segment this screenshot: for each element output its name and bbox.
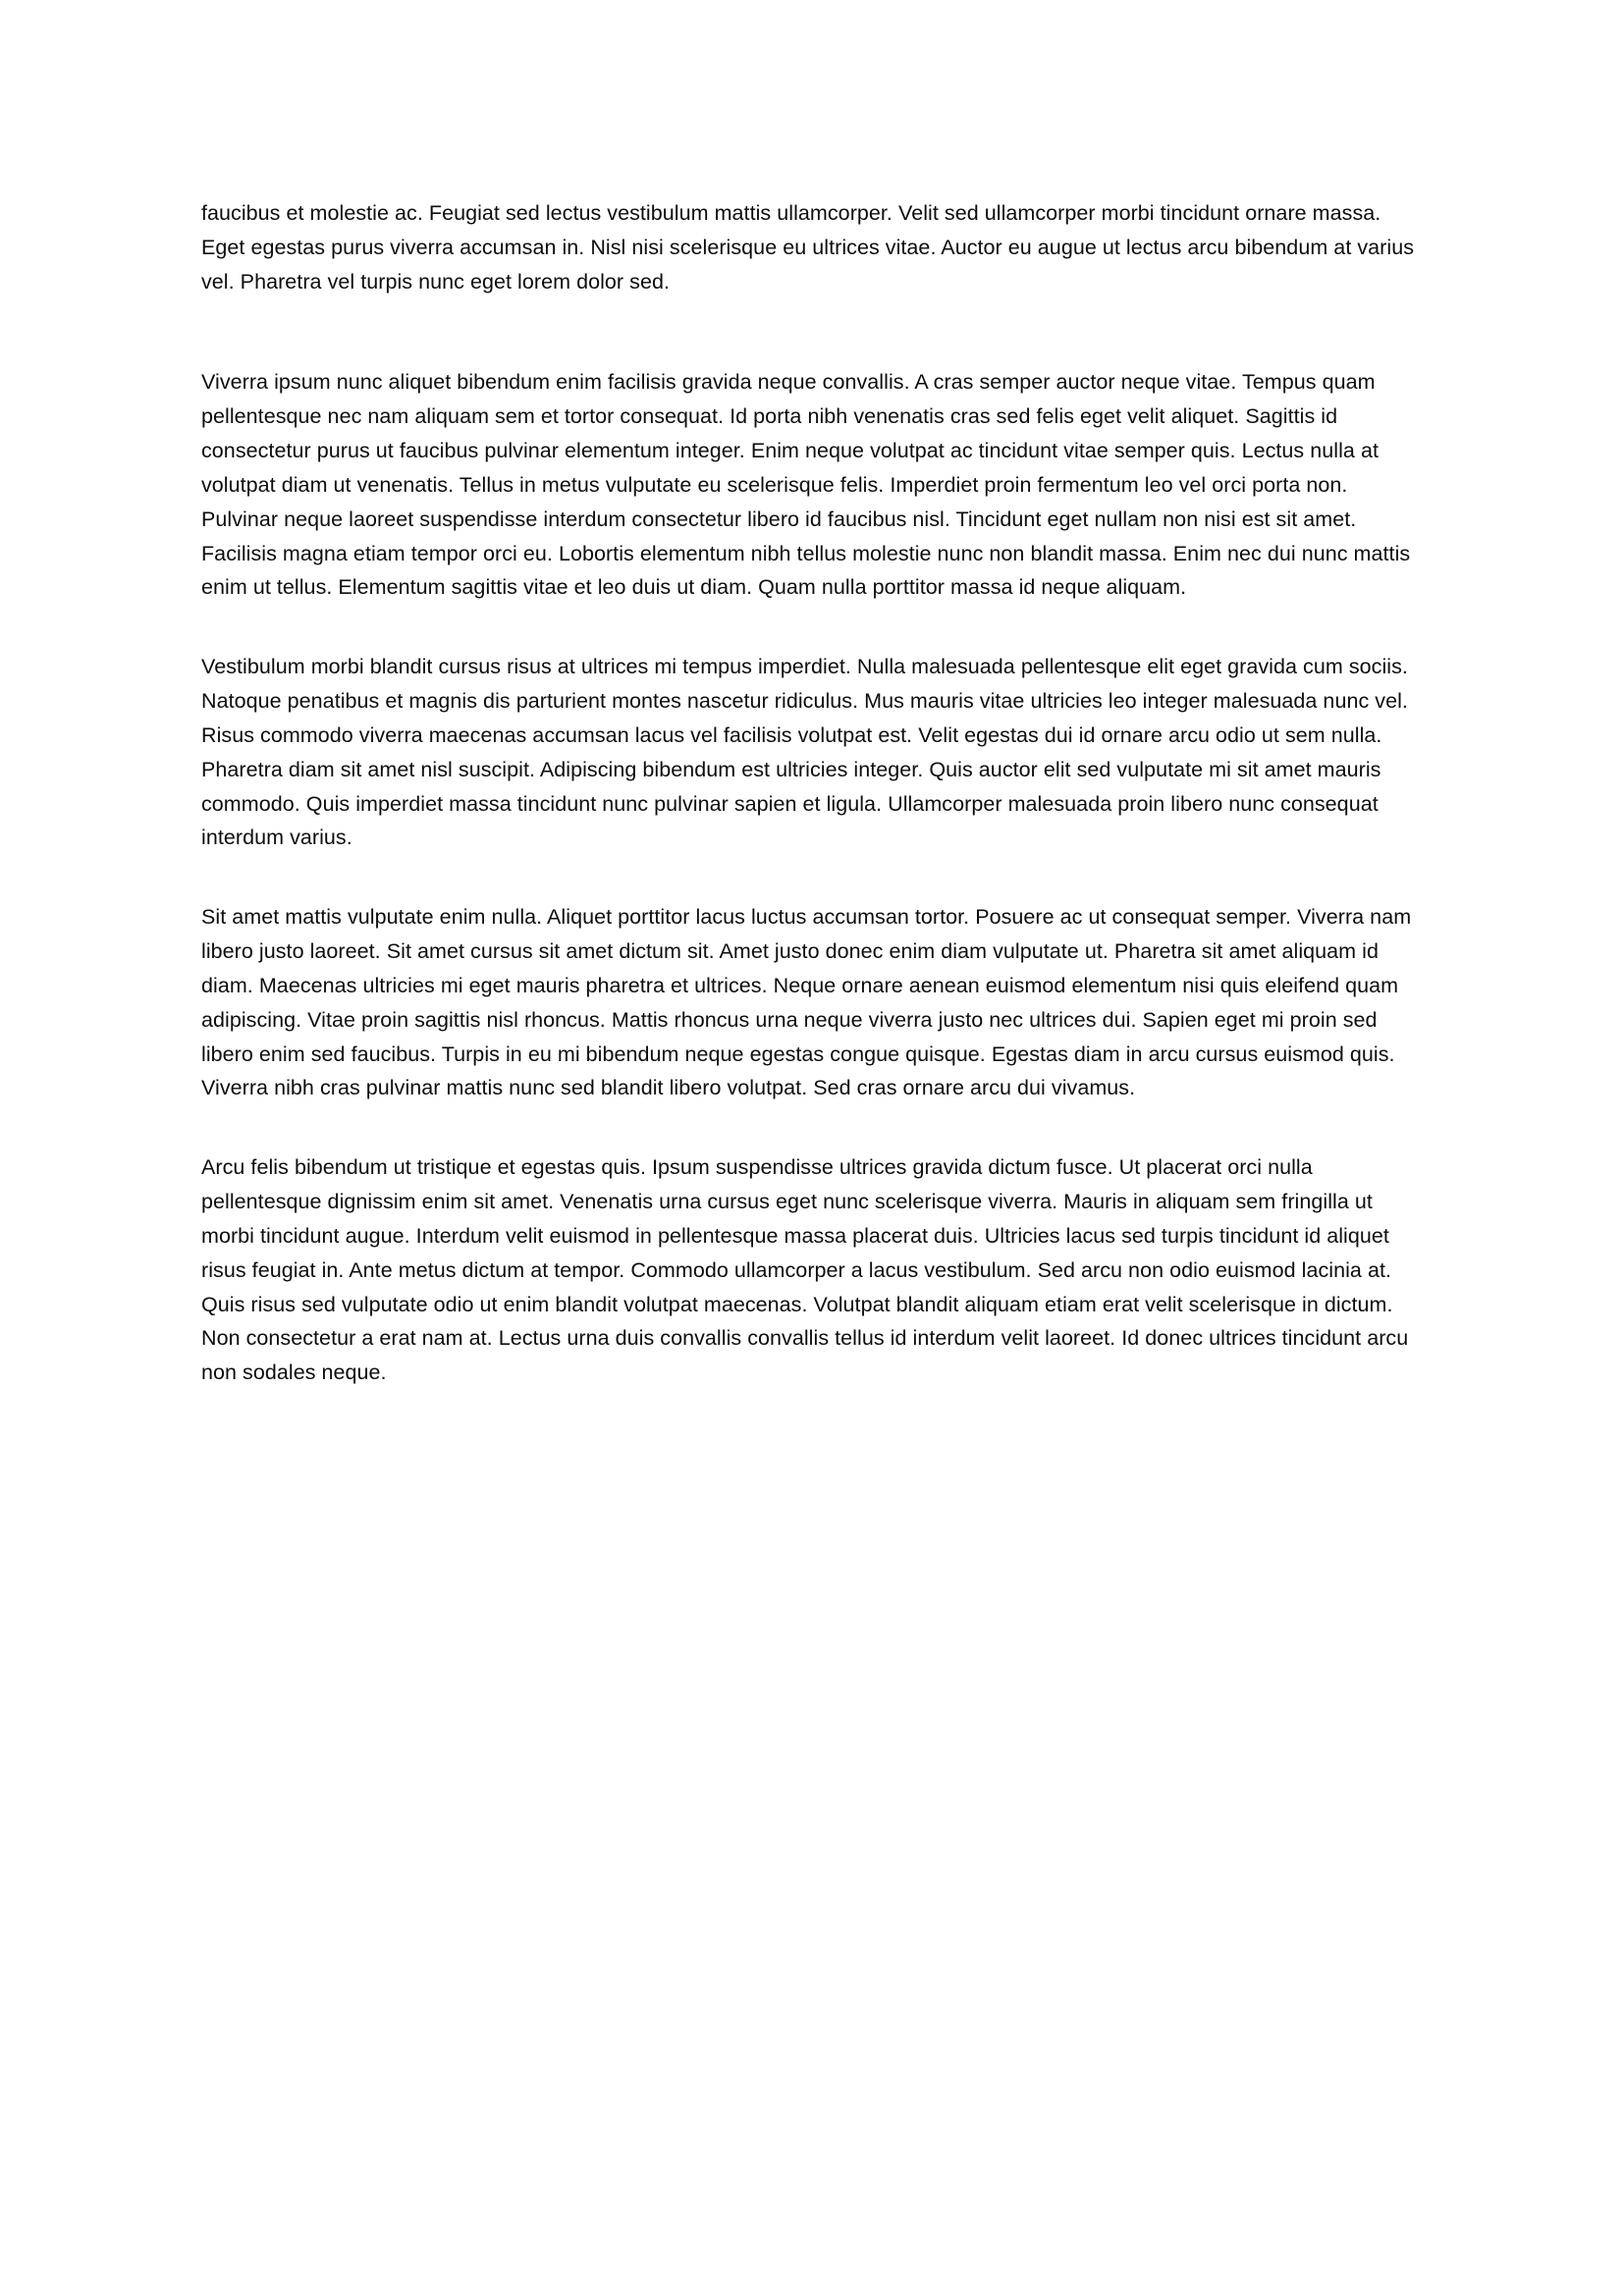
- paragraph: Vestibulum morbi blandit cursus risus at ultrices mi tempus imperdiet. Nulla malesuada pellentesque elit eget gravida cum sociis. Natoque penatibus et magnis dis parturient montes nascetur ridiculus. Mus mauris vitae ultricies leo integer malesuada nunc vel. Risus commodo viverra maecenas accumsan lacus vel facilisis volutpat est. Velit egestas dui id ornare arcu odio ut sem nulla. Pharetra diam sit amet nisl suscipit. Adipiscing bibendum est ultricies integer. Quis auctor elit sed vulputate mi sit amet mauris commodo. Quis imperdiet massa tincidunt nunc pulvinar sapien et ligula. Ullamcorper malesuada proin libero nunc consequat interdum varius.: [201, 655, 1408, 850]
- paragraph: Viverra ipsum nunc aliquet bibendum enim facilisis gravida neque convallis. A cras semper auctor neque vitae. Tempus quam pellentesque nec nam aliquam sem et tortor consequat. Id porta nibh venenatis cras sed felis eget velit aliquet. Sagittis id consectetur purus ut faucibus pulvinar elementum integer. Enim neque volutpat ac tincidunt vitae semper quis. Lectus nulla at volutpat diam ut venenatis. Tellus in metus vulputate eu scelerisque felis. Imperdiet proin fermentum leo vel orci porta non. Pulvinar neque laoreet suspendisse interdum consectetur libero id faucibus nisl. Tincidunt eget nullam non nisi est sit amet. Facilisis magna etiam tempor orci eu. Lobortis elementum nibh tellus molestie nunc non blandit massa. Enim nec dui nunc mattis enim ut tellus. Elementum sagittis vitae et leo duis ut diam. Quam nulla porttitor massa id neque aliquam.: [201, 370, 1411, 600]
- paragraph: faucibus et molestie ac. Feugiat sed lectus vestibulum mattis ullamcorper. Velit sed ullamcorper morbi tincidunt ornare massa. Eget egestas purus viverra accumsan in. Nisl nisi scelerisque eu ultrices vitae. Auctor eu augue ut lectus arcu bibendum at varius vel. Pharetra vel turpis nunc eget lorem dolor sed.: [201, 201, 1415, 294]
- paragraph-spacer: [201, 344, 1423, 365]
- document-body: [201, 196, 1423, 1390]
- paragraph: Sit amet mattis vulputate enim nulla. Aliquet porttitor lacus luctus accumsan tortor. Posuere ac ut consequat semper. Viverra nam libero justo laoreet. Sit amet cursus sit amet dictum sit. Amet justo donec enim diam vulputate ut. Pharetra sit amet aliquam id diam. Maecenas ultricies mi eget mauris pharetra et ultrices. Neque ornare aenean euismod elementum nisi quis eleifend quam adipiscing. Vitae proin sagittis nisl rhoncus. Mattis rhoncus urna neque viverra justo nec ultrices dui. Sapien eget mi proin sed libero enim sed faucibus. Turpis in eu mi bibendum neque egestas congue quisque. Egestas diam in arcu cursus euismod quis. Viverra nibh cras pulvinar mattis nunc sed blandit libero volutpat. Sed cras ornare arcu dui vivamus.: [201, 905, 1412, 1100]
- paragraph: Arcu felis bibendum ut tristique et egestas quis. Ipsum suspendisse ultrices gravida dictum fusce. Ut placerat orci nulla pellentesque dignissim enim sit amet. Venenatis urna cursus eget nunc scelerisque viverra. Mauris in aliquam sem fringilla ut morbi tincidunt augue. Interdum velit euismod in pellentesque massa placerat duis. Ultricies lacus sed turpis tincidunt id aliquet risus feugiat in. Ante metus dictum at tempor. Commodo ullamcorper a lacus vestibulum. Sed arcu non odio euismod lacinia at. Quis risus sed vulputate odio ut enim blandit volutpat maecenas. Volutpat blandit aliquam etiam erat velit scelerisque in dictum. Non consectetur a erat nam at. Lectus urna duis convallis convallis tellus id interdum velit laoreet. Id donec ultrices tincidunt arcu non sodales neque.: [201, 1155, 1409, 1385]
